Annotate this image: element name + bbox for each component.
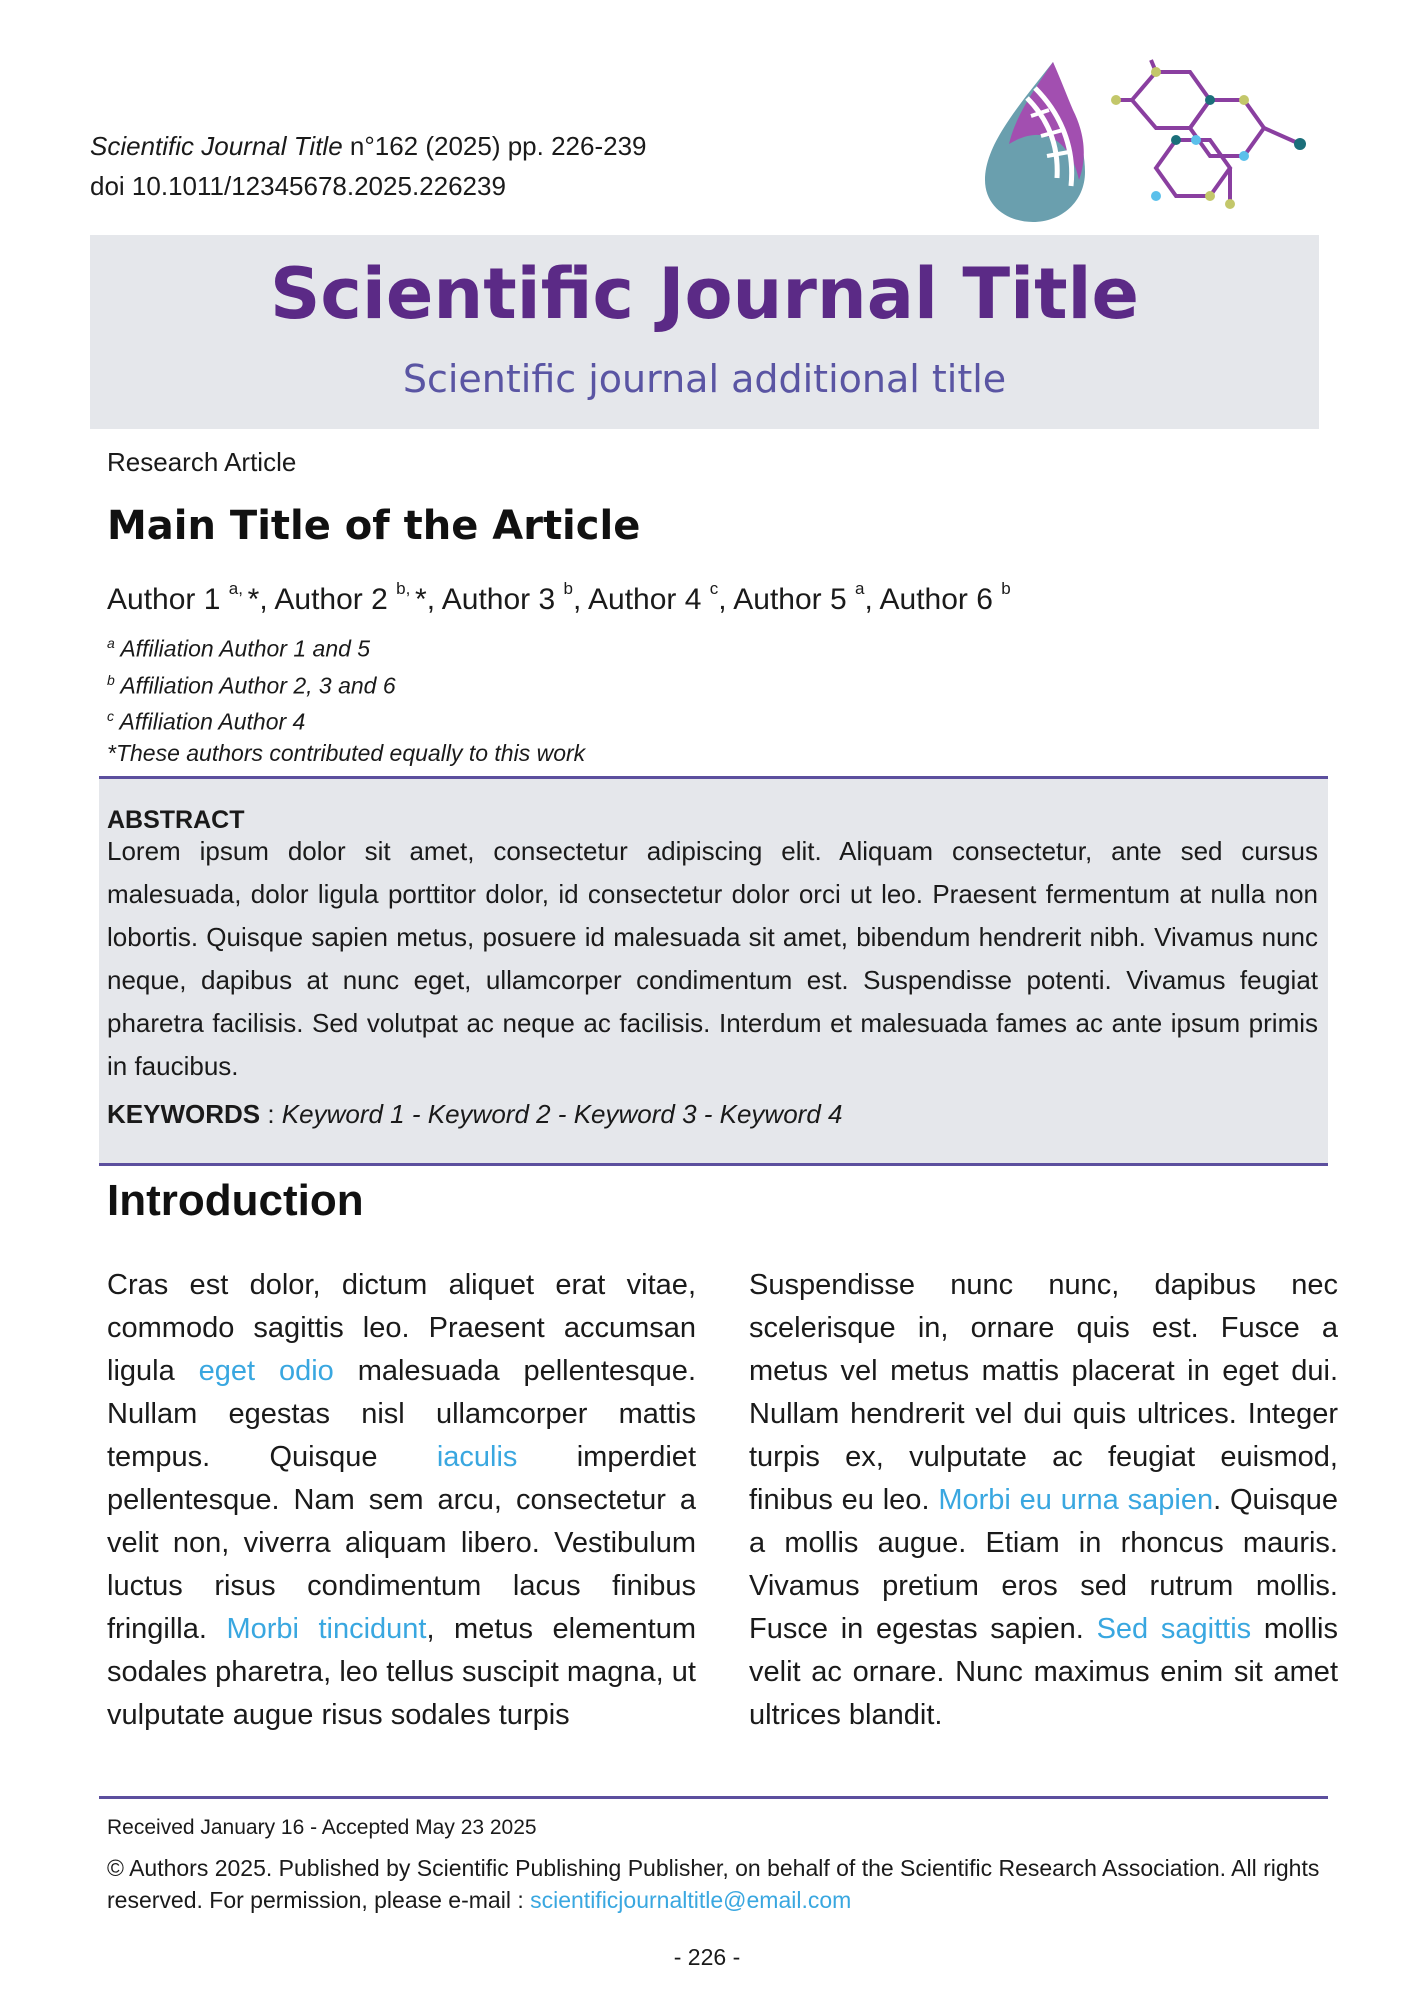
text-run: imperdiet pellentesque. Nam sem arcu, consectetur a velit non, viverra aliquam libero. Vestibulum luctus risus condimentum lacus finibus fringilla. [107,1441,696,1645]
dna-drop-logo [985,62,1085,222]
abstract-text: Lorem ipsum dolor sit amet, consectetur adipiscing elit. Aliquam consectetur, ante sed cursus malesuada, dolor ligula porttitor dolor, id consectetur dolor orci ut leo. Praesent fermentum at nulla non lobortis. Quisque sapien metus, posuere id malesuada sit amet, bibendum hendrerit nibh. Vivamus nunc neque, dapibus at nunc eget, ullamcorper condimentum est. Suspendisse potenti. Vivamus feugiat pharetra facilisis. Sed volutpat ac neque ac facilisis. Interdum et malesuada fames ac ante ipsum primis in faucibus. [107,836,1318,1081]
keywords-label: KEYWORDS [107,1099,261,1129]
journal-banner [90,235,1319,429]
affiliation-item [107,665,585,702]
inline-link[interactable]: Morbi tincidunt [226,1613,427,1645]
received-dates: Received January 16 - Accepted May 23 2025 [107,1816,537,1839]
author-name: Author 1 [107,583,221,616]
copyright-text: © Authors 2025. Published by Scientific Publishing Publisher, on behalf of the Scientific Research Association. All rights reserved. For permission, please e-mail : [107,1855,1320,1913]
affiliation-sup: b [107,671,115,688]
author-affil-sup: c [709,579,719,598]
author-affil-sup: a [855,579,865,598]
copyright-notice [107,1852,1327,1916]
author-affil-sup: b, [396,579,416,598]
journal-logos [975,58,1330,223]
intro-column-left [107,1264,696,1737]
affiliations [107,628,585,769]
intro-column-right [749,1264,1338,1737]
text-run: Cras est dolor, dictum aliquet erat vitae, commodo sagittis leo. Praesent accumsan ligula [107,1269,696,1387]
text-run: . Quisque a mollis augue. Etiam in rhoncus mauris. Vivamus pretium eros sed rutrum mollis. Fusce in egestas sapien. [749,1484,1338,1645]
inline-link[interactable]: Morbi eu urna sapien [938,1484,1214,1516]
inline-link[interactable]: Sed sagittis [1096,1613,1252,1645]
citation-line [90,126,647,166]
keywords-list: Keyword 1 - Keyword 2 - Keyword 3 - Keyword 4 [281,1099,843,1129]
abstract-heading: ABSTRACT [107,806,245,834]
contact-email-link[interactable]: scientificjournaltitle@email.com [530,1887,852,1913]
affiliation-item [107,628,585,665]
abstract-panel [99,776,1328,1166]
affiliation-text: Affiliation Author 1 and 5 [114,635,371,662]
author-affil-sup: b [1001,579,1011,598]
affiliation-item [107,701,585,738]
text-run: mollis velit ac ornare. Nunc maximus enim sit amet ultrices blandit. [749,1613,1339,1731]
page-number: - 226 - [673,1944,741,1970]
article-type: Research Article [107,447,297,477]
author-list: Author 1 $^{a,}$ *, Author 2 $^{b,}$ *, Author 3 $^b$, Author 4 $^c$, Author 5 $^a$, Author 6 $^b$ [107,579,1011,616]
text-run: malesuada pellentesque. Nullam egestas nisl ullamcorper mattis tempus. Quisque [107,1355,696,1473]
journal-name-italic: Scientific Journal Title [90,131,343,161]
author-affil-sup: b [563,579,573,598]
affiliation-text: Affiliation Author 2, 3 and 6 [114,672,396,699]
affiliation-sup: c [107,708,114,725]
author-name: Author 5 [733,583,847,616]
keywords-separator: : [260,1099,282,1129]
author-mark: * [415,583,427,616]
inline-link[interactable]: iaculis [436,1441,518,1473]
article-title: Main Title of the Article [107,503,641,549]
affiliation-text: Affiliation Author 4 [114,708,306,735]
molecule-hexagon-logo [1111,60,1306,209]
author-name: Author 6 [879,583,993,616]
author-name: Author 4 [588,583,702,616]
text-run: , metus elementum sodales pharetra, leo tellus suscipit magna, ut vulputate augue risus sodales turpis [107,1613,696,1731]
section-heading-introduction: Introduction [107,1176,364,1225]
author-mark: * [247,583,260,616]
equal-contribution-note: *These authors contributed equally to this work [107,739,586,766]
text-run: Suspendisse nunc nunc, dapibus nec scelerisque in, ornare quis est. Fusce a metus vel metus mattis placerat in eget dui. Nullam hendrerit vel dui quis ultrices. Integer turpis ex, vulputate ac feugiat euismod, finibus eu leo. [749,1269,1338,1516]
journal-subtitle: Scientific journal additional title [402,357,1007,401]
author-name: Author 2 [274,583,388,616]
journal-title: Scientific Journal Title [269,253,1140,335]
keywords [107,1099,842,1130]
doi: doi 10.1011/12345678.2025.226239 [90,171,506,201]
author-name: Author 3 [441,583,556,616]
author-affil-sup: a, [228,579,248,598]
affiliation-sup: a [107,635,115,651]
issue-info: n°162 (2025) pp. 226-239 [342,131,647,161]
citation-header [90,126,647,206]
footer-divider [99,1796,1328,1799]
inline-link[interactable]: eget odio [198,1355,334,1387]
